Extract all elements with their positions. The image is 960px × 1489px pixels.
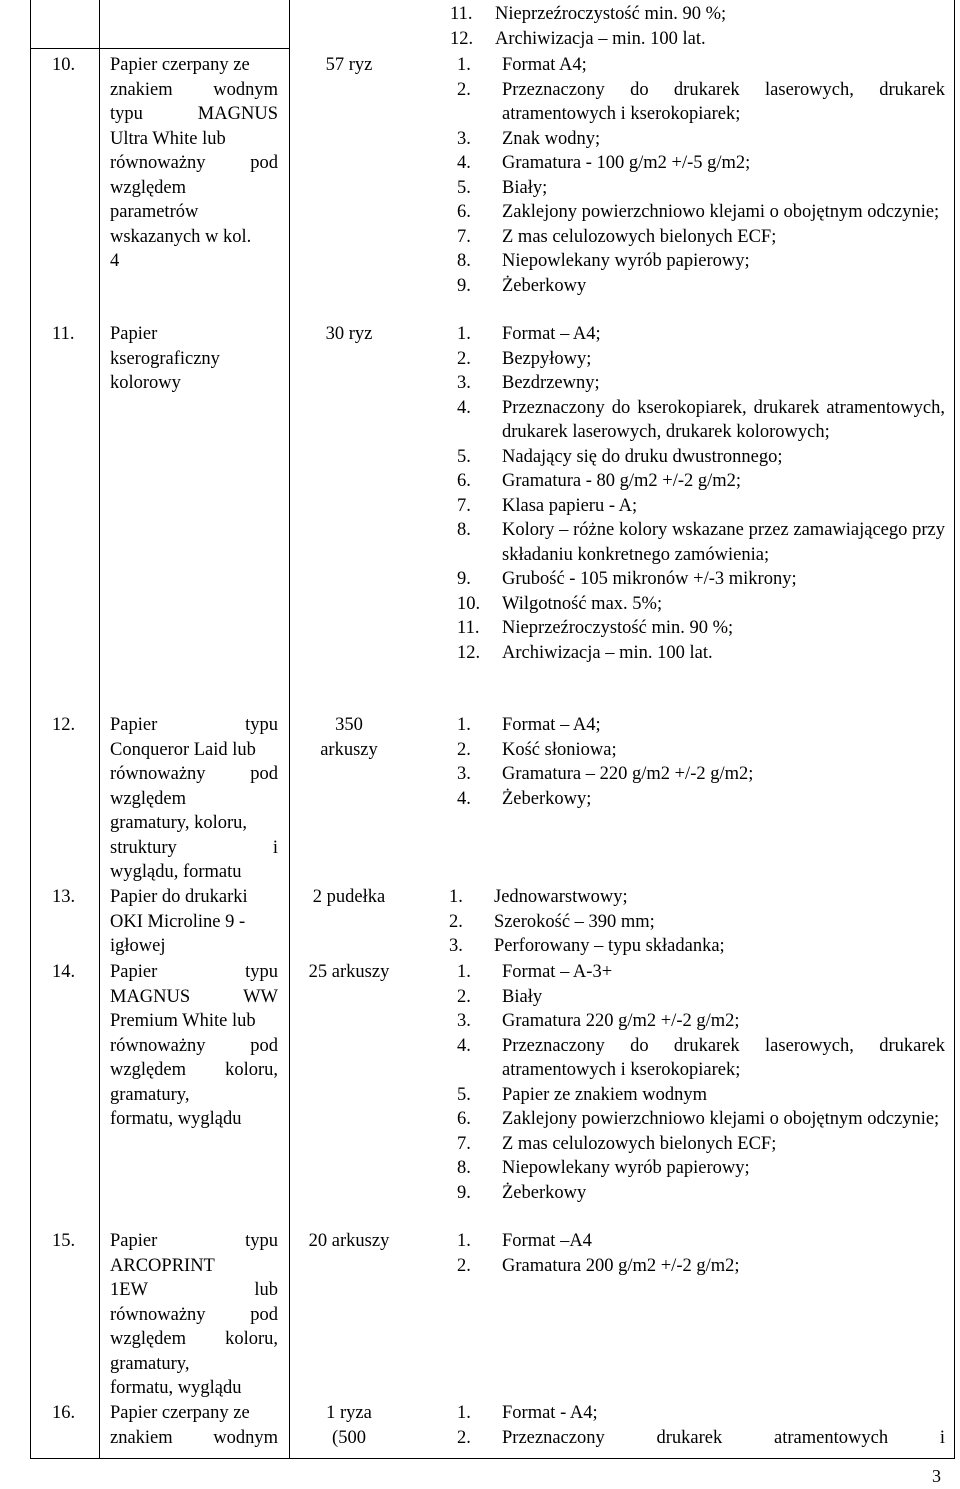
table-border-bottom <box>30 1458 955 1459</box>
list-item-number: 9. <box>457 275 471 296</box>
list-item-number: 2. <box>457 79 471 100</box>
list-item <box>457 1083 945 1108</box>
description-line: względem <box>110 788 187 809</box>
list-item <box>457 1426 945 1451</box>
list-item-text: Format – A4; <box>502 715 601 735</box>
list-item-text: Format – A4; <box>502 324 601 344</box>
list-item <box>457 641 945 666</box>
quantity-line: (500 <box>332 1427 366 1448</box>
list-item-number: 1. <box>449 887 463 907</box>
list-item-number: 11. <box>457 618 480 638</box>
list-item-number: 7. <box>457 495 471 516</box>
row-number: 13. <box>52 887 76 907</box>
description-line: igłowej <box>110 936 166 956</box>
list-item-number: 12. <box>457 642 481 663</box>
list-item-text: Z mas celulozowych bielonych ECF; <box>502 1133 777 1154</box>
description-line: Papier typu <box>110 715 278 735</box>
list-item <box>457 787 945 812</box>
quantity-line: 25 arkuszy <box>308 962 390 982</box>
list-item-text: Nadający się do druku dwustronnego; <box>502 446 783 467</box>
list-item <box>449 934 937 959</box>
list-item-text: Nieprzeźroczystość min. 90 %; <box>502 618 734 638</box>
list-item-text: Perforowany – typu składanka; <box>494 936 725 956</box>
list-item <box>457 347 945 372</box>
description-line: formatu, wyglądu <box>110 1109 242 1129</box>
list-item-text: Jednowarstwowy; <box>494 887 628 907</box>
list-item-text: Przeznaczony drukarek atramentowych i <box>502 1427 945 1448</box>
description-line: gramatury, <box>110 1353 190 1374</box>
description-line: równoważny pod <box>110 764 278 784</box>
list-item-number: 6. <box>457 1109 471 1129</box>
list-item-number: 9. <box>457 569 471 589</box>
list-item <box>457 494 945 519</box>
list-item-text: Format –A4 <box>502 1231 592 1251</box>
list-item-text: Gramatura 220 g/m2 +/-2 g/m2; <box>502 1011 740 1031</box>
list-item <box>457 592 945 617</box>
description-line: ARCOPRINT <box>110 1255 215 1276</box>
description-line: OKI Microline 9 - <box>110 911 246 932</box>
list-item-number: 4. <box>457 788 471 809</box>
description-line: Premium White lub <box>110 1011 256 1031</box>
item-description <box>110 322 278 396</box>
list-item-number: 7. <box>457 226 471 247</box>
requirements-list <box>457 1401 945 1450</box>
quantity <box>290 1401 408 1450</box>
description-line: gramatury, <box>110 1084 190 1105</box>
description-line: Papier czerpany ze <box>110 55 250 75</box>
list-item-text: Zaklejony powierzchniowo klejami o obojętnym odczynie; <box>502 202 940 222</box>
list-item-number: 1. <box>457 715 471 735</box>
item-description <box>110 885 278 959</box>
description-line: wyglądu, formatu <box>110 862 242 882</box>
list-item <box>449 910 937 935</box>
description-line: wskazanych w kol. <box>110 226 252 247</box>
quantity-line: 350 <box>335 715 363 735</box>
list-item <box>457 469 945 494</box>
quantity-line: 57 ryz <box>325 55 373 75</box>
list-item-text: Szerokość – 390 mm; <box>494 911 655 932</box>
quantity <box>290 885 408 910</box>
list-item <box>457 1229 945 1254</box>
list-item-number: 2. <box>457 1427 471 1448</box>
list-item-number: 2. <box>449 911 463 932</box>
list-item <box>457 1009 945 1034</box>
list-item <box>457 960 945 985</box>
list-item-number: 1. <box>457 962 471 982</box>
list-item <box>457 225 945 250</box>
list-item-number: 1. <box>457 1231 471 1251</box>
list-item-text: Gramatura – 220 g/m2 +/-2 g/m2; <box>502 764 754 784</box>
description-line: formatu, wyglądu <box>110 1378 242 1398</box>
list-item-text: Wilgotność max. 5%; <box>502 593 663 614</box>
list-item-text: Żeberkowy; <box>502 788 592 809</box>
list-item: 12. Archiwizacja – min. 100 lat. <box>450 28 706 49</box>
row-number: 15. <box>52 1231 76 1251</box>
description-line: względem <box>110 177 187 198</box>
list-item-text: Niepowlekany wyrób papierowy; <box>502 1158 750 1178</box>
list-item <box>457 762 945 787</box>
list-item-number: 3. <box>449 936 463 956</box>
list-item-number: 3. <box>457 1011 471 1031</box>
item-description <box>110 960 278 1132</box>
list-item <box>457 616 945 641</box>
list-item <box>457 518 945 567</box>
list-item-text: Format - A4; <box>502 1403 598 1423</box>
requirements-list <box>449 885 937 959</box>
list-item-text: Klasa papieru - A; <box>502 495 638 516</box>
list-item-text: Kość słoniowa; <box>502 739 617 760</box>
list-item-number: 1. <box>457 324 471 344</box>
list-item-number: 6. <box>457 202 471 222</box>
list-item-text: Gramatura - 80 g/m2 +/-2 g/m2; <box>502 471 742 491</box>
list-item-text: Biały <box>502 986 543 1007</box>
list-item-number: 2. <box>457 739 471 760</box>
list-item-text: Biały; <box>502 177 548 198</box>
quantity <box>290 322 408 347</box>
quantity <box>290 960 408 985</box>
list-item <box>457 371 945 396</box>
list-item-text: Gramatura 200 g/m2 +/-2 g/m2; <box>502 1255 740 1276</box>
list-item <box>457 1181 945 1206</box>
list-item <box>457 1401 945 1426</box>
list-item-number: 1. <box>457 55 471 75</box>
list-item-number: 3. <box>457 128 471 149</box>
description-line: Papier typu <box>110 962 278 982</box>
list-item <box>457 1132 945 1157</box>
description-line: równoważny pod <box>110 153 278 173</box>
list-item <box>457 738 945 763</box>
list-item-text: Niepowlekany wyrób papierowy; <box>502 251 750 271</box>
description-line: względem koloru, <box>110 1329 278 1349</box>
list-item-number: 9. <box>457 1182 471 1203</box>
table-border-right <box>954 0 955 1458</box>
item-description <box>110 53 278 274</box>
list-item-text: Bezpyłowy; <box>502 348 592 369</box>
description-line: Papier do drukarki <box>110 887 248 907</box>
description-line: 1EW lub <box>110 1280 278 1300</box>
description-line: Papier czerpany ze <box>110 1403 250 1423</box>
quantity-line: arkuszy <box>320 739 378 760</box>
list-item-text: Kolory – różne kolory wskazane przez zamawiającego przy składaniu konkretnego zamówienia; <box>502 520 945 565</box>
list-item-number: 8. <box>457 520 471 540</box>
list-item-number: 8. <box>457 1158 471 1178</box>
description-line: kolorowy <box>110 373 181 393</box>
row-number: 11. <box>52 324 75 344</box>
list-item-text: Bezdrzewny; <box>502 373 600 393</box>
list-item-number: 5. <box>457 177 471 198</box>
list-item-text: Papier ze znakiem wodnym <box>502 1084 707 1105</box>
list-item <box>457 53 945 78</box>
description-line: Conqueror Laid lub <box>110 739 256 760</box>
list-item-text: Format A4; <box>502 55 587 75</box>
description-line: 4 <box>110 251 120 271</box>
description-line: równoważny pod <box>110 1304 278 1325</box>
description-line: znakiem wodnym <box>110 79 278 100</box>
item-description <box>110 713 278 885</box>
list-item-text: Żeberkowy <box>502 275 587 296</box>
list-item-number: 3. <box>457 764 471 784</box>
row-number: 16. <box>52 1403 76 1423</box>
list-item-number: 3. <box>457 373 471 393</box>
row-divider-header <box>30 48 290 49</box>
list-item-number: 2. <box>457 986 471 1007</box>
list-item <box>457 127 945 152</box>
list-item <box>457 445 945 470</box>
list-item: 11. Nieprzeźroczystość min. 90 %; <box>450 4 727 24</box>
list-item-number: 4. <box>457 397 471 418</box>
list-item <box>457 567 945 592</box>
item-description <box>110 1229 278 1401</box>
description-line: parametrów <box>110 202 199 222</box>
list-item <box>457 1034 945 1083</box>
column-divider-1 <box>99 0 100 1458</box>
list-item <box>457 1107 945 1132</box>
list-item <box>457 396 945 445</box>
description-line: Papier typu <box>110 1231 278 1251</box>
description-line: gramatury, koloru, <box>110 813 247 833</box>
list-item-text: Gramatura - 100 g/m2 +/-5 g/m2; <box>502 153 751 173</box>
list-item <box>457 985 945 1010</box>
list-item <box>457 249 945 274</box>
quantity-line: 2 pudełka <box>312 887 386 907</box>
list-item <box>457 322 945 347</box>
requirements-list <box>457 713 945 811</box>
description-line: Papier <box>110 324 158 344</box>
list-item <box>457 176 945 201</box>
list-item-text: Żeberkowy <box>502 1182 587 1203</box>
list-item-number: 5. <box>457 1084 471 1105</box>
quantity-line: 20 arkuszy <box>308 1231 390 1251</box>
list-item-number: 1. <box>457 1403 471 1423</box>
description-line: struktury i <box>110 837 278 858</box>
list-item-text: Zaklejony powierzchniowo klejami o obojętnym odczynie; <box>502 1109 940 1129</box>
list-item-number: 7. <box>457 1133 471 1154</box>
page-number: 3 <box>932 1466 941 1486</box>
list-item-text: Przeznaczony do drukarek laserowych, drukarek atramentowych i kserokopiarek; <box>502 1035 945 1080</box>
list-item-text: Z mas celulozowych bielonych ECF; <box>502 226 777 247</box>
list-item-number: 2. <box>457 348 471 369</box>
description-line: znakiem wodnym <box>110 1427 278 1448</box>
continued-items <box>450 2 960 51</box>
requirements-list <box>457 1229 945 1278</box>
requirements-list <box>457 960 945 1205</box>
list-item-text: Znak wodny; <box>502 128 601 149</box>
description-line: MAGNUS WW <box>110 986 278 1007</box>
quantity-line: 1 ryza <box>326 1403 372 1423</box>
item-description <box>110 1401 278 1450</box>
row-number: 10. <box>52 55 76 75</box>
list-item-text: Format – A-3+ <box>502 962 613 982</box>
list-item-number: 8. <box>457 251 471 271</box>
list-item <box>457 713 945 738</box>
list-item <box>457 1156 945 1181</box>
list-item-number: 2. <box>457 1255 471 1276</box>
quantity <box>290 53 408 78</box>
list-item-number: 4. <box>457 1035 471 1056</box>
list-item <box>449 885 937 910</box>
description-line: względem koloru, <box>110 1060 278 1080</box>
list-item-text: Grubość - 105 mikronów +/-3 mikrony; <box>502 569 797 589</box>
list-item-text: Przeznaczony do kserokopiarek, drukarek atramentowych, drukarek laserowych, drukarek kolorowych; <box>502 397 945 442</box>
list-item-text: Przeznaczony do drukarek laserowych, drukarek atramentowych i kserokopiarek; <box>502 79 945 124</box>
description-line: typu MAGNUS <box>110 104 278 124</box>
list-item-number: 5. <box>457 446 471 467</box>
list-item <box>457 274 945 299</box>
row-number: 12. <box>52 715 76 735</box>
list-item-number: 6. <box>457 471 471 491</box>
list-item <box>457 151 945 176</box>
list-item <box>457 78 945 127</box>
description-line: równoważny pod <box>110 1035 278 1056</box>
description-line: kserograficzny <box>110 348 220 369</box>
quantity <box>290 713 408 762</box>
list-item-number: 4. <box>457 153 471 173</box>
list-item-number: 10. <box>457 593 481 614</box>
requirements-list <box>457 322 945 665</box>
list-item-text: Archiwizacja – min. 100 lat. <box>502 642 713 663</box>
list-item <box>457 1254 945 1279</box>
requirements-list <box>457 53 945 298</box>
description-line: Ultra White lub <box>110 128 226 149</box>
list-item <box>457 200 945 225</box>
quantity-line: 30 ryz <box>325 324 373 344</box>
row-number: 14. <box>52 962 76 982</box>
table-border-left <box>30 0 31 1458</box>
quantity <box>290 1229 408 1254</box>
